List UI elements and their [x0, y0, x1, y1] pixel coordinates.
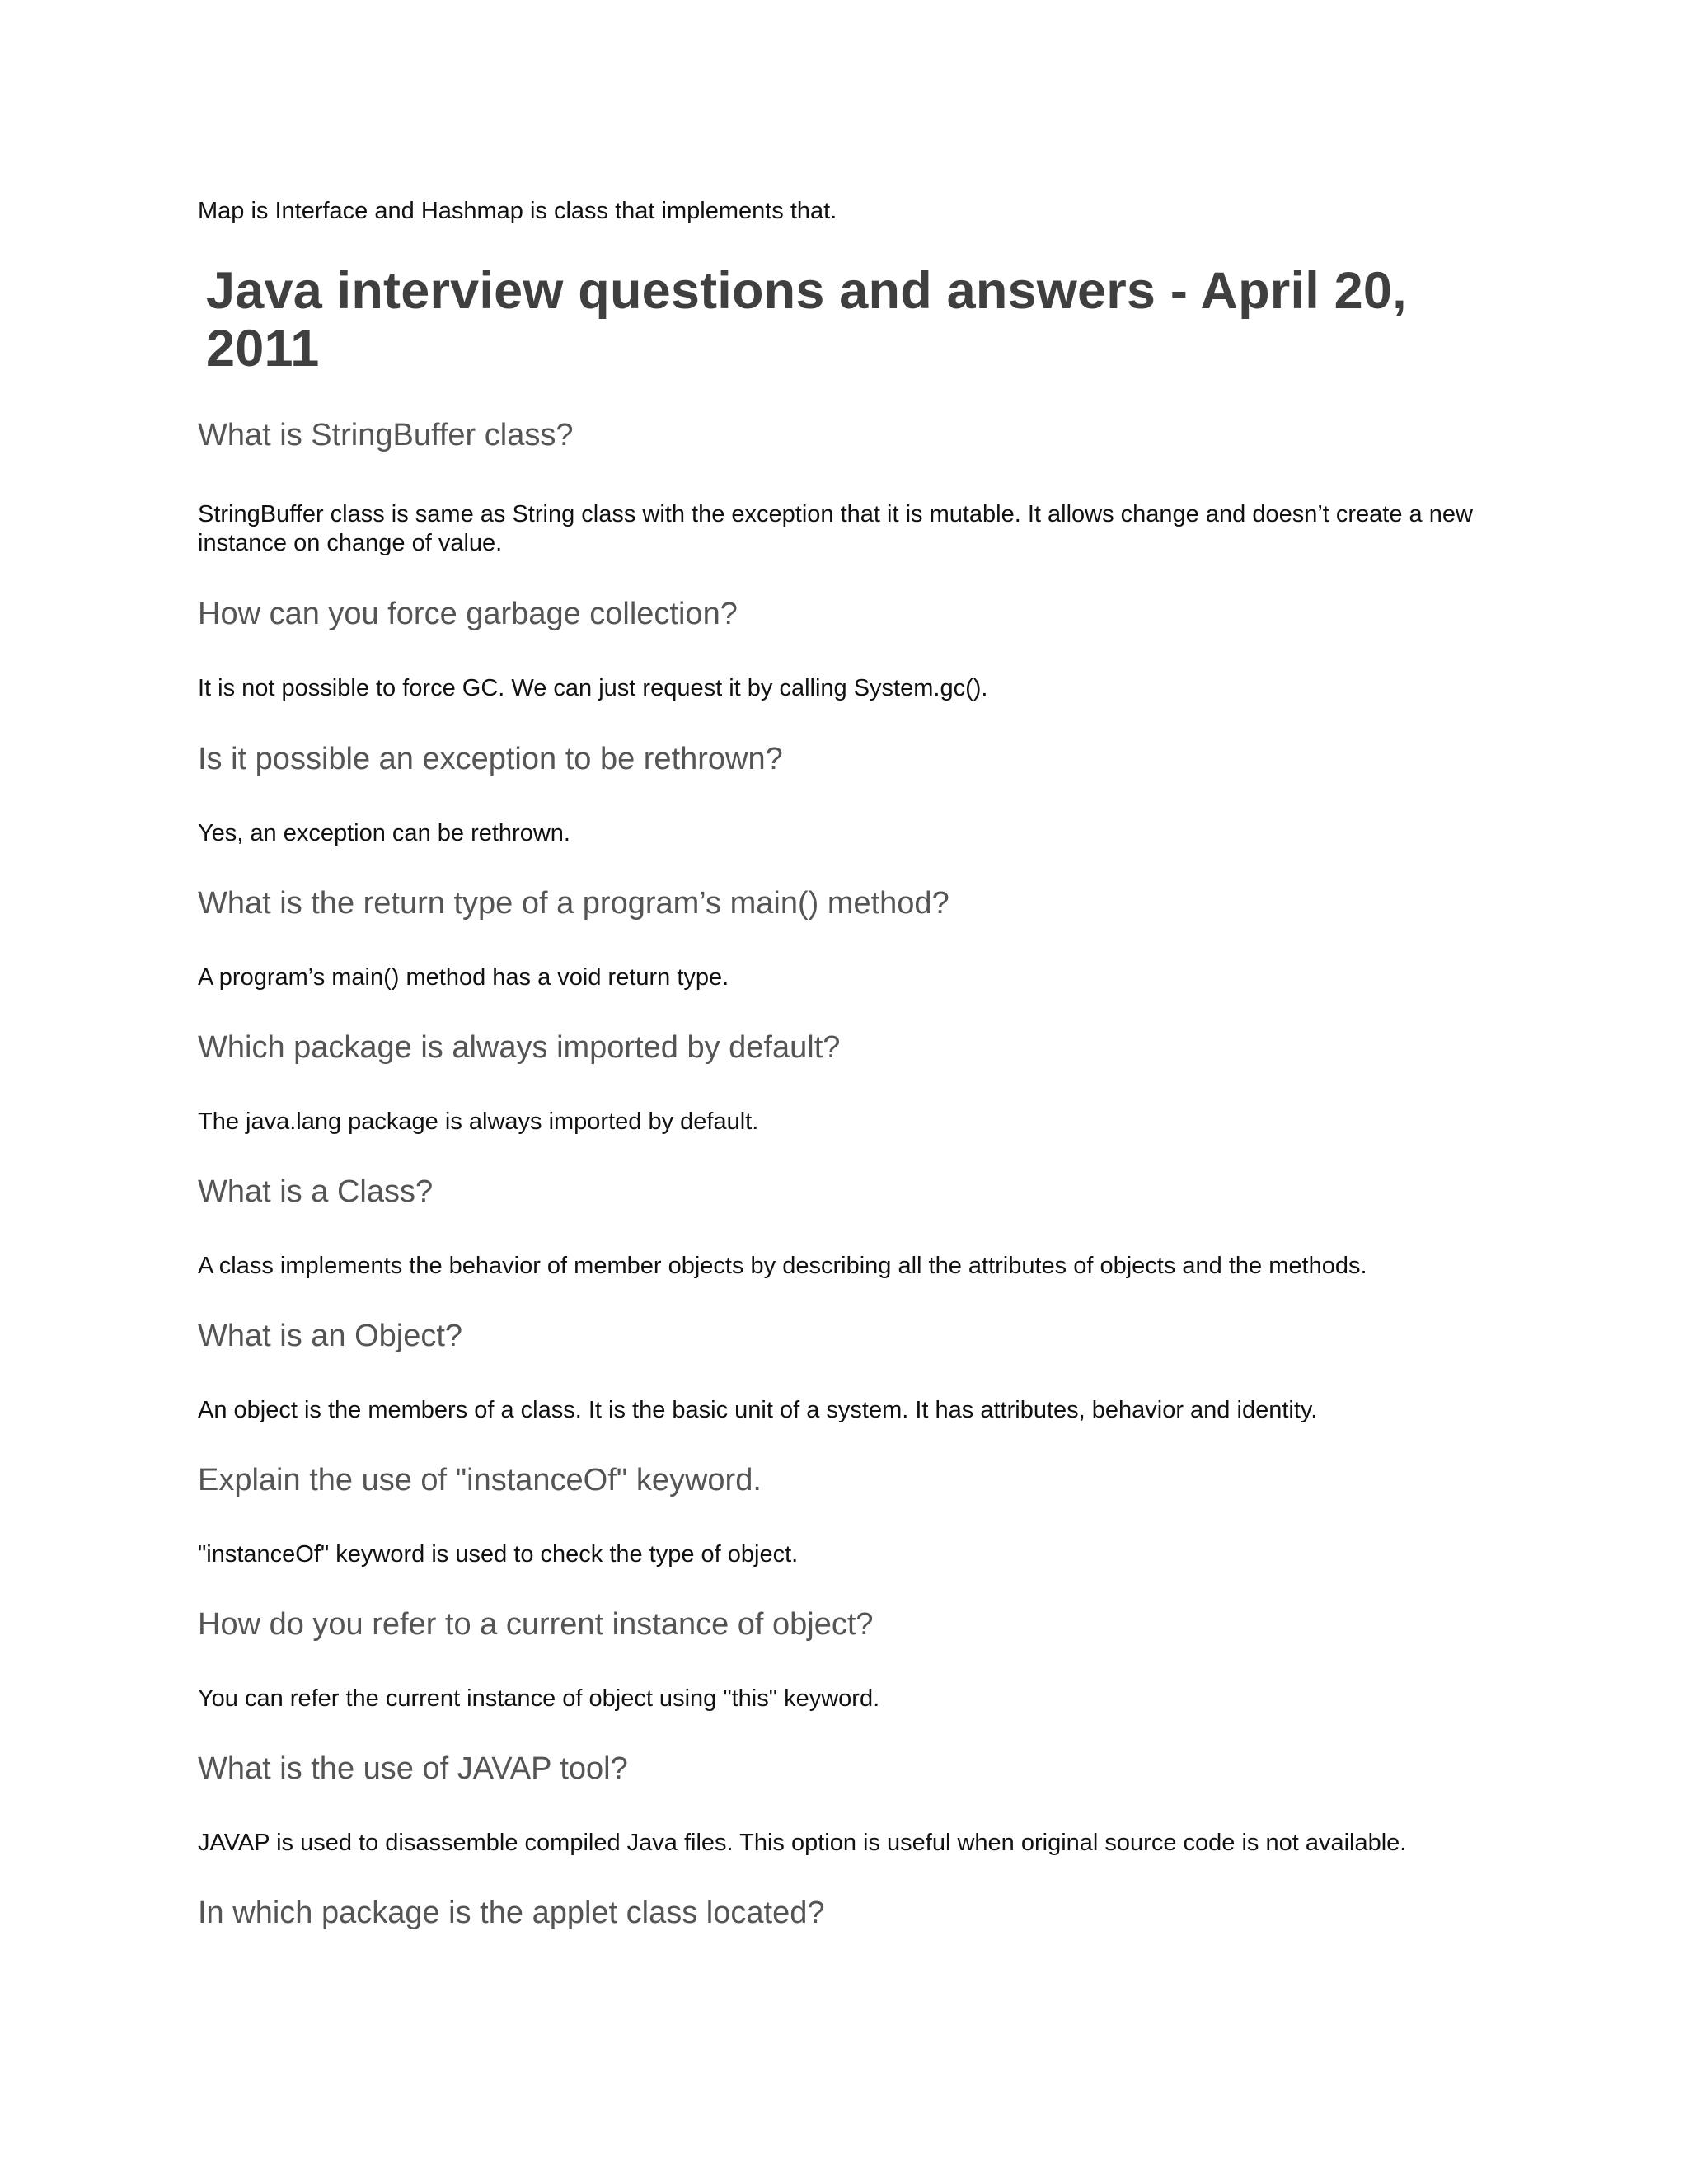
- question-heading: Explain the use of "instanceOf" keyword.: [198, 1463, 762, 1497]
- question-heading: What is the use of JAVAP tool?: [198, 1751, 628, 1786]
- answer-text: You can refer the current instance of object using "this" keyword.: [198, 1685, 880, 1712]
- qa-item: [198, 740, 1484, 846]
- question-heading: Is it possible an exception to be rethrown?: [198, 742, 783, 776]
- qa-item: [198, 1029, 1484, 1135]
- qa-item: [198, 1750, 1484, 1856]
- qa-item: [198, 1317, 1484, 1423]
- intro-text: Map is Interface and Hashmap is class that implements that.: [198, 198, 837, 224]
- question-heading: Which package is always imported by default?: [198, 1030, 841, 1065]
- answer-text: "instanceOf" keyword is used to check the type of object.: [198, 1541, 799, 1568]
- question-heading: In which package is the applet class located?: [198, 1896, 825, 1930]
- question-heading: How do you refer to a current instance of object?: [198, 1607, 874, 1642]
- answer-text: Yes, an exception can be rethrown.: [198, 820, 570, 846]
- qa-item: [198, 595, 1484, 701]
- question-heading: What is a Class?: [198, 1174, 434, 1209]
- answer-text: JAVAP is used to disassemble compiled Java files. This option is useful when original source code is not available.: [198, 1830, 1407, 1856]
- answer-text: The java.lang package is always imported by default.: [198, 1108, 759, 1135]
- qa-item: [198, 884, 1484, 991]
- question-heading: What is StringBuffer class?: [198, 418, 574, 452]
- answer-text: A class implements the behavior of member objects by describing all the attributes of objects and the methods.: [198, 1253, 1367, 1279]
- page-title: Java interview questions and answers - April 20, 2011: [206, 262, 1407, 377]
- answer-text: A program’s main() method has a void return type.: [198, 964, 729, 991]
- qa-item: [198, 416, 1484, 556]
- answer-text: StringBuffer class is same as String class with the exception that it is mutable. It allows change and doesn’t create a new instance on change of value.: [198, 501, 1473, 556]
- question-heading: How can you force garbage collection?: [198, 597, 738, 631]
- answer-text: It is not possible to force GC. We can just request it by calling System.gc().: [198, 675, 988, 701]
- answer-text: An object is the members of a class. It is the basic unit of a system. It has attributes, behavior and identity.: [198, 1397, 1318, 1423]
- qa-item: [198, 1605, 1484, 1712]
- qa-item: [198, 1894, 1484, 1932]
- qa-item: [198, 1461, 1484, 1568]
- question-heading: What is an Object?: [198, 1319, 463, 1353]
- question-heading: What is the return type of a program’s main() method?: [198, 886, 950, 921]
- qa-item: [198, 1173, 1484, 1279]
